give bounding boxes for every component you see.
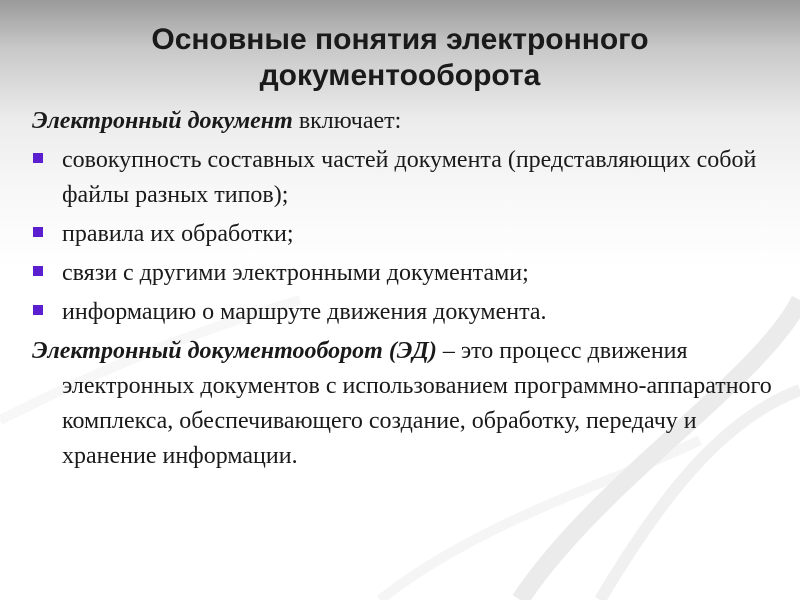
slide-title-line-2: документооборота: [259, 59, 541, 92]
bullet-list: [32, 143, 782, 330]
bullet-text: правила их обработки;: [62, 221, 294, 247]
bullet-item: [32, 295, 782, 330]
square-bullet-icon: [33, 266, 43, 276]
slide-content: [32, 104, 782, 474]
bullet-item: [32, 143, 782, 213]
square-bullet-icon: [33, 153, 43, 163]
definition-paragraph: [32, 334, 782, 474]
square-bullet-icon: [33, 227, 43, 237]
definition-term: Электронный документооборот (ЭД): [32, 338, 437, 364]
bullet-item: [32, 217, 782, 252]
intro-line: [32, 104, 782, 139]
intro-text: включает:: [292, 108, 402, 134]
bullet-item: [32, 256, 782, 291]
bullet-text: совокупность составных частей документа (представляющих собой файлы разных типов);: [62, 147, 757, 208]
square-bullet-icon: [33, 305, 43, 315]
definition-text: – это процесс движения электронных документов с использованием программно-аппаратного комплекса, обеспечивающего создание, обработку, передачу и хранение информации.: [62, 338, 772, 469]
bullet-text: информацию о маршруте движения документа.: [62, 299, 547, 325]
slide-title: [0, 22, 800, 94]
bullet-text: связи с другими электронными документами;: [62, 260, 529, 286]
slide-title-line-1: Основные понятия электронного: [151, 23, 649, 56]
intro-term: Электронный документ: [32, 108, 293, 134]
